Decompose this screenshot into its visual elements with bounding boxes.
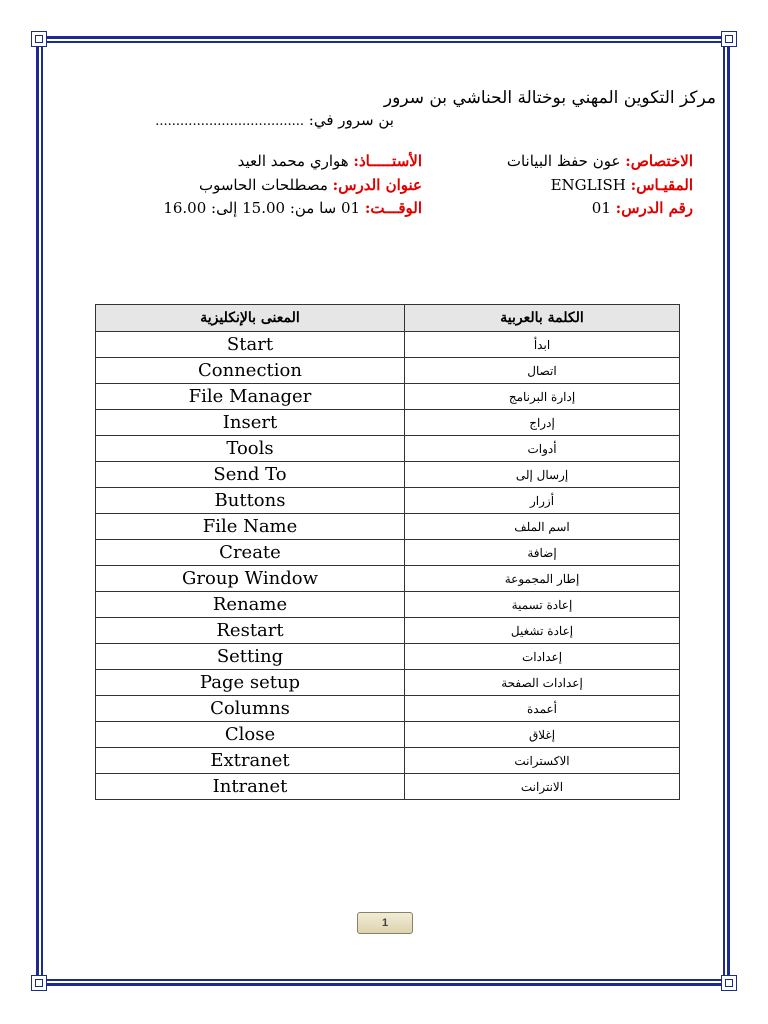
table-row	[96, 332, 680, 358]
english-term-cell: Setting	[96, 644, 405, 670]
table-row	[96, 436, 680, 462]
english-term-cell: Extranet	[96, 748, 405, 774]
table-row	[96, 774, 680, 800]
lesson-number-line	[592, 199, 693, 217]
lesson-title-label: عنوان الدرس:	[332, 176, 422, 194]
institution-title: مركز التكوين المهني بوختالة الحناشي بن سرور	[383, 88, 716, 108]
english-term-cell: Tools	[96, 436, 405, 462]
table-row	[96, 540, 680, 566]
english-term-cell: Create	[96, 540, 405, 566]
english-term-cell: Close	[96, 722, 405, 748]
english-term-cell: Group Window	[96, 566, 405, 592]
english-term-cell: Columns	[96, 696, 405, 722]
table-row	[96, 722, 680, 748]
arabic-term-cell: إرسال إلى	[405, 462, 680, 488]
corner-ornament-bottom-left	[31, 975, 47, 991]
english-term-cell: Start	[96, 332, 405, 358]
arabic-term-cell: إعدادات	[405, 644, 680, 670]
english-term-cell: Insert	[96, 410, 405, 436]
specialty-label: الاختصاص:	[625, 152, 693, 170]
arabic-term-cell: إعادة تشغيل	[405, 618, 680, 644]
arabic-term-cell: اسم الملف	[405, 514, 680, 540]
table-row	[96, 618, 680, 644]
table-row	[96, 696, 680, 722]
teacher-value: هواري محمد العيد	[237, 152, 349, 170]
date-placeholder-dots: ....................................	[155, 114, 305, 129]
module-line	[551, 176, 693, 194]
lesson-number-label: رقم الدرس:	[615, 199, 693, 217]
arabic-term-cell: إضافة	[405, 540, 680, 566]
lesson-title-value: مصطلحات الحاسوب	[198, 176, 328, 194]
lesson-number-value: 01	[591, 199, 611, 217]
time-value: 01 سا من: 15.00 إلى: 16.00	[163, 199, 361, 217]
table-row	[96, 670, 680, 696]
table-row	[96, 358, 680, 384]
table-row	[96, 592, 680, 618]
arabic-term-cell: الانترانت	[405, 774, 680, 800]
corner-ornament-bottom-right	[721, 975, 737, 991]
english-term-cell: Page setup	[96, 670, 405, 696]
header-arabic-word: الكلمة بالعربية	[405, 305, 680, 332]
arabic-term-cell: إعدادات الصفحة	[405, 670, 680, 696]
time-label: الوقـــت:	[364, 199, 422, 217]
specialty-line	[507, 152, 693, 170]
arabic-term-cell: إدارة البرنامج	[405, 384, 680, 410]
specialty-value: عون حفظ البيانات	[506, 152, 621, 170]
table-row	[96, 384, 680, 410]
table-row	[96, 462, 680, 488]
table-row	[96, 410, 680, 436]
teacher-line	[238, 152, 422, 170]
vocabulary-table	[95, 304, 680, 800]
arabic-term-cell: إعادة تسمية	[405, 592, 680, 618]
corner-ornament-top-right	[721, 31, 737, 47]
arabic-term-cell: إدراج	[405, 410, 680, 436]
arabic-term-cell: ابدأ	[405, 332, 680, 358]
module-label: المقيـاس:	[630, 176, 693, 194]
table-row	[96, 644, 680, 670]
time-line	[163, 199, 422, 217]
module-value: ENGLISH	[550, 176, 626, 194]
page-number-badge: 1	[357, 912, 413, 934]
arabic-term-cell: إغلاق	[405, 722, 680, 748]
table-row	[96, 514, 680, 540]
teacher-label: الأستـــــاذ:	[353, 152, 422, 170]
date-label: بن سرور في:	[308, 111, 394, 129]
table-row	[96, 488, 680, 514]
header-english-meaning: المعنى بالإنكليزية	[96, 305, 405, 332]
date-line	[155, 111, 394, 129]
corner-ornament-top-left	[31, 31, 47, 47]
arabic-term-cell: الاكسترانت	[405, 748, 680, 774]
arabic-term-cell: إطار المجموعة	[405, 566, 680, 592]
english-term-cell: Send To	[96, 462, 405, 488]
table-body	[96, 332, 680, 800]
arabic-term-cell: أزرار	[405, 488, 680, 514]
english-term-cell: Buttons	[96, 488, 405, 514]
table-header-row	[96, 305, 680, 332]
english-term-cell: Connection	[96, 358, 405, 384]
english-term-cell: File Manager	[96, 384, 405, 410]
english-term-cell: Rename	[96, 592, 405, 618]
english-term-cell: Restart	[96, 618, 405, 644]
arabic-term-cell: اتصال	[405, 358, 680, 384]
lesson-title-line	[199, 176, 422, 194]
table-row	[96, 748, 680, 774]
arabic-term-cell: أدوات	[405, 436, 680, 462]
english-term-cell: File Name	[96, 514, 405, 540]
arabic-term-cell: أعمدة	[405, 696, 680, 722]
table-row	[96, 566, 680, 592]
english-term-cell: Intranet	[96, 774, 405, 800]
